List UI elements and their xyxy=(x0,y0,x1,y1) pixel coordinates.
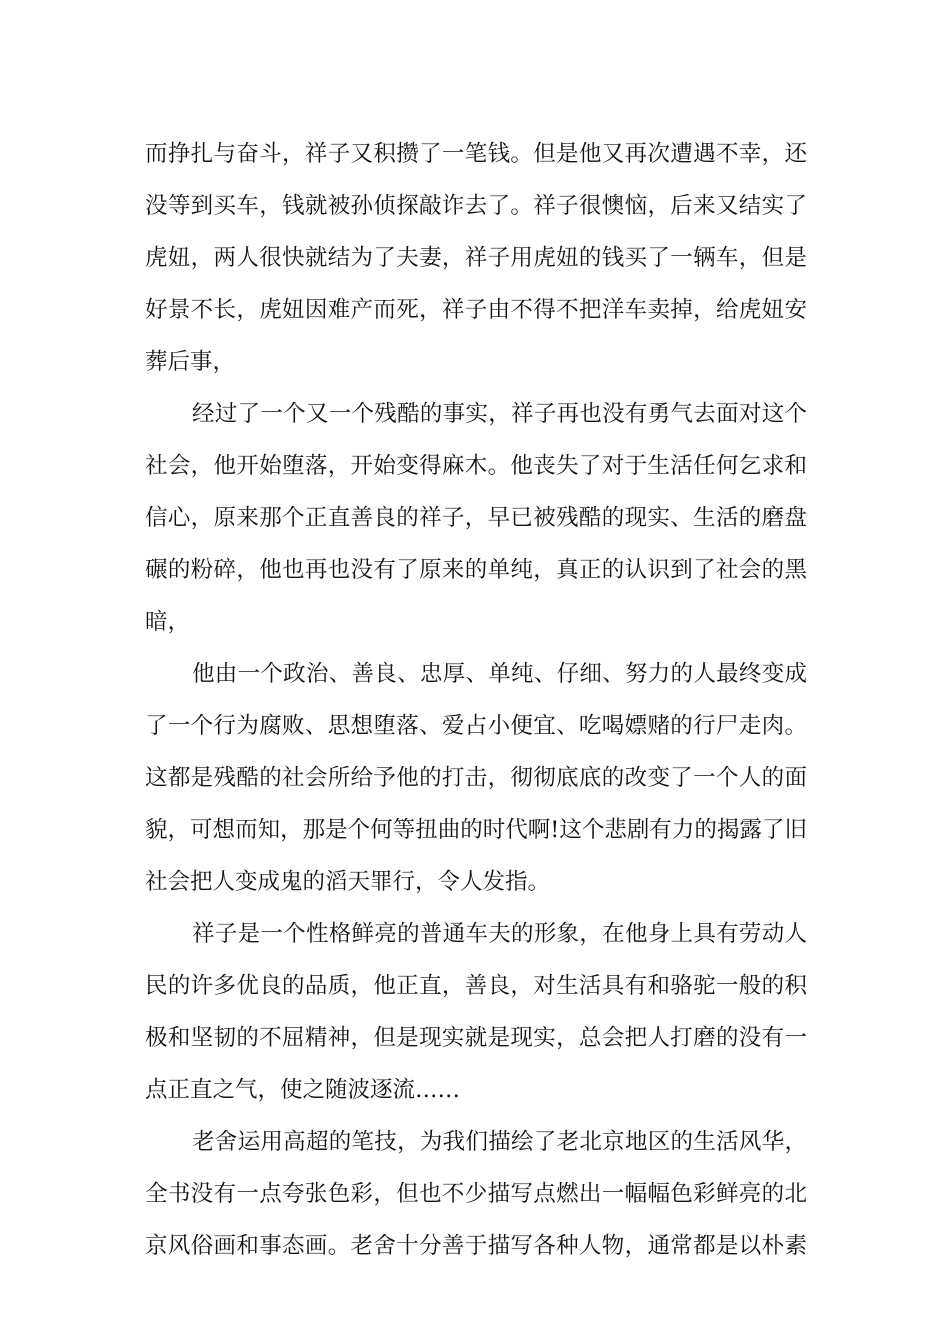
text-line: 点正直之气，使之随波逐流…… xyxy=(145,1077,461,1103)
text-line: 祥子是一个性格鲜亮的普通车夫的形象，在他身上具有劳动人 xyxy=(192,921,807,947)
text-line: 了一个行为腐败、思想堕落、爱占小便宜、吃喝嫖赌的行尸走肉。 xyxy=(145,713,807,739)
text-line: 他由一个政治、善良、忠厚、单纯、仔细、努力的人最终变成 xyxy=(192,661,807,687)
text-line: 没等到买车，钱就被孙侦探敲诈去了。祥子很懊恼，后来又结实了 xyxy=(145,193,807,219)
document-body xyxy=(145,128,807,1272)
text-line: 貌，可想而知，那是个何等扭曲的时代啊!这个悲剧有力的揭露了旧 xyxy=(145,817,807,843)
text-line: 葬后事， xyxy=(145,349,236,375)
text-line: 信心，原来那个正直善良的祥子，早已被残酷的现实、生活的磨盘 xyxy=(145,505,807,531)
text-line: 经过了一个又一个残酷的事实，祥子再也没有勇气去面对这个 xyxy=(192,401,807,427)
text-line: 全书没有一点夸张色彩，但也不少描写点燃出一幅幅色彩鲜亮的北 xyxy=(145,1181,807,1207)
text-line: 京风俗画和事态画。老舍十分善于描写各种人物，通常都是以朴素 xyxy=(145,1233,807,1259)
text-line: 社会，他开始堕落，开始变得麻木。他丧失了对于生活任何乞求和 xyxy=(145,453,807,479)
paragraph xyxy=(145,648,807,908)
paragraph xyxy=(145,908,807,1116)
text-line: 这都是残酷的社会所给予他的打击，彻彻底底的改变了一个人的面 xyxy=(145,765,807,791)
text-line: 极和坚韧的不屈精神，但是现实就是现实，总会把人打磨的没有一 xyxy=(145,1025,807,1051)
paragraph xyxy=(145,128,807,388)
text-line: 民的许多优良的品质，他正直，善良，对生活具有和骆驼一般的积 xyxy=(145,973,807,999)
text-line: 暗， xyxy=(145,609,191,635)
text-line: 老舍运用高超的笔技，为我们描绘了老北京地区的生活风华， xyxy=(192,1129,807,1155)
text-line: 社会把人变成鬼的滔天罪行，令人发指。 xyxy=(145,869,551,895)
text-line: 好景不长，虎妞因难产而死，祥子由不得不把洋车卖掉，给虎妞安 xyxy=(145,297,807,323)
text-line: 虎妞，两人很快就结为了夫妻，祥子用虎妞的钱买了一辆车，但是 xyxy=(145,245,807,271)
paragraph xyxy=(145,388,807,648)
text-line: 碾的粉碎，他也再也没有了原来的单纯，真正的认识到了社会的黑 xyxy=(145,557,807,583)
text-line: 而挣扎与奋斗，祥子又积攒了一笔钱。但是他又再次遭遇不幸，还 xyxy=(145,141,807,167)
paragraph xyxy=(145,1116,807,1272)
